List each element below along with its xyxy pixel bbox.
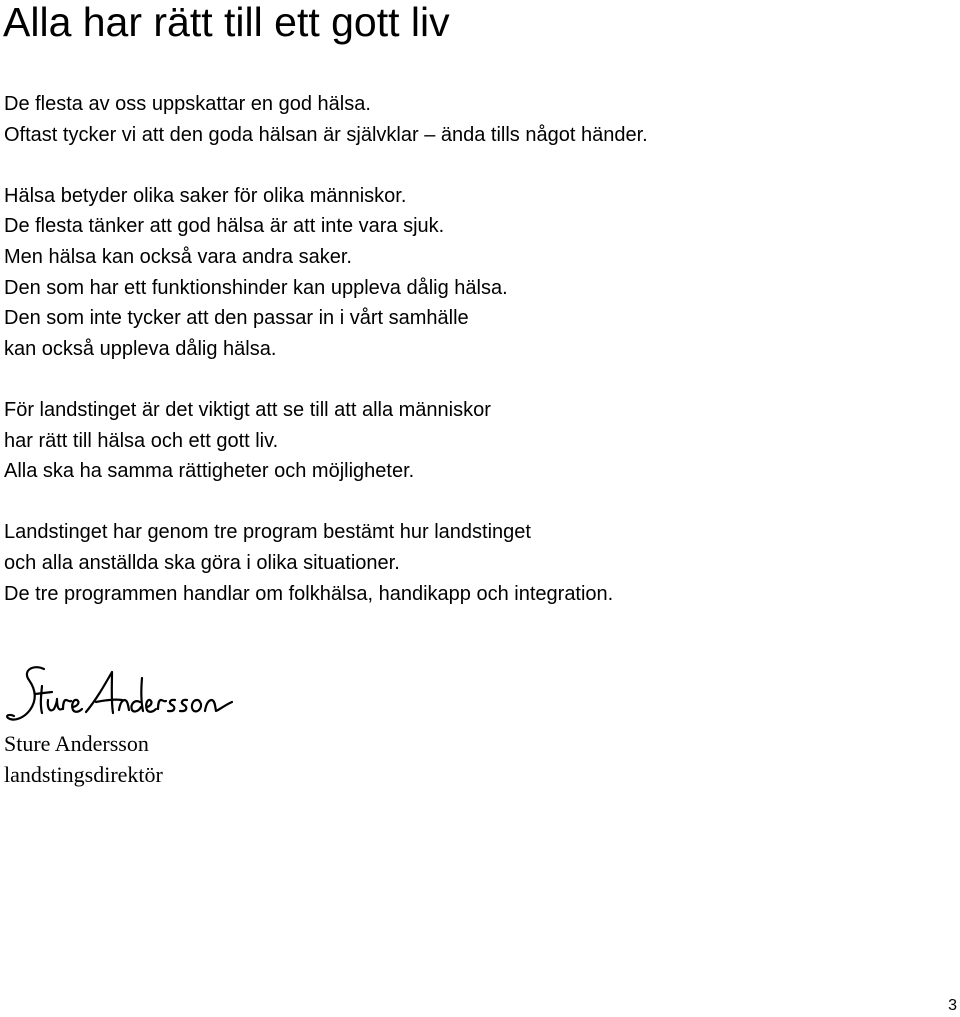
text-line: Den som har ett funktionshinder kan uppleva dålig hälsa. xyxy=(4,276,508,299)
text-line: De flesta tänker att god hälsa är att inte vara sjuk. xyxy=(4,215,445,238)
paragraph-intro xyxy=(4,89,648,150)
text-line: Men hälsa kan också vara andra saker. xyxy=(4,245,352,268)
paragraph-county-council xyxy=(4,395,648,487)
text-line: Alla ska ha samma rättigheter och möjligheter. xyxy=(4,460,415,483)
paragraph-programs xyxy=(4,517,648,609)
text-line: För landstinget är det viktigt att se till att alla människor xyxy=(4,398,491,421)
signer-block xyxy=(4,728,163,790)
text-line: Den som inte tycker att den passar in i vårt samhälle xyxy=(4,307,469,330)
signature-stroke xyxy=(192,700,201,711)
signature-stroke xyxy=(48,699,62,710)
signer-role: landstingsdirektör xyxy=(4,762,163,787)
signature-stroke xyxy=(86,672,113,713)
signature-stroke xyxy=(141,678,143,711)
handwritten-signature xyxy=(0,660,260,734)
signature-stroke xyxy=(72,700,82,712)
signature-stroke xyxy=(119,700,129,710)
text-line: Hälsa betyder olika saker för olika människor. xyxy=(4,184,407,207)
signature-stroke xyxy=(168,700,175,711)
page-title: Alla har rätt till ett gott liv xyxy=(3,0,450,45)
signer-name: Sture Andersson xyxy=(4,731,149,756)
signature-stroke xyxy=(205,700,232,711)
signature-stroke xyxy=(146,700,156,712)
signature-stroke xyxy=(35,692,52,694)
text-line: Oftast tycker vi att den goda hälsan är självklar – ända tills något händer. xyxy=(4,123,648,146)
text-line: och alla anställda ska göra i olika situationer. xyxy=(4,551,400,574)
signature-stroke xyxy=(41,686,42,713)
paragraph-health-meaning xyxy=(4,181,648,365)
text-line: kan också uppleva dålig hälsa. xyxy=(4,337,277,360)
text-line: Landstinget har genom tre program bestämt hur landstinget xyxy=(4,521,531,544)
signature-stroke xyxy=(63,700,71,709)
text-line: De flesta av oss uppskattar en god hälsa. xyxy=(4,93,371,115)
signature-stroke xyxy=(158,700,166,709)
text-line: har rätt till hälsa och ett gott liv. xyxy=(4,429,279,452)
signature-stroke xyxy=(131,701,141,711)
signature-stroke xyxy=(96,700,122,702)
text-line: De tre programmen handlar om folkhälsa, handikapp och integration. xyxy=(4,582,614,605)
body-text xyxy=(4,89,648,609)
signature-stroke xyxy=(180,700,187,711)
page-number: 3 xyxy=(948,997,957,1014)
